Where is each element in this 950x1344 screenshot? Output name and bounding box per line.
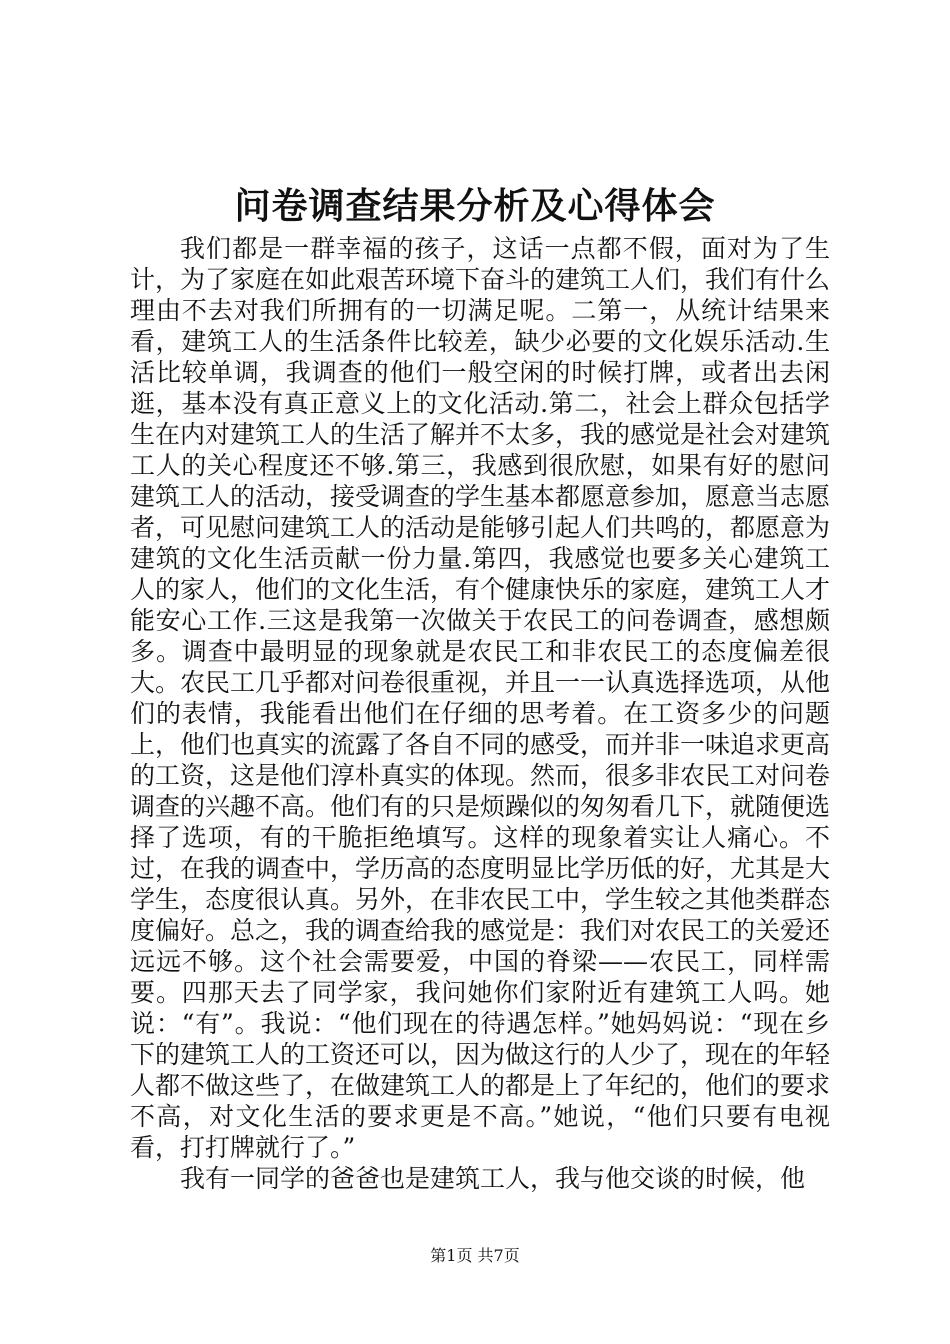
document-body (130, 233, 830, 1194)
paragraph-1: 我们都是一群幸福的孩子，这话一点都不假，面对为了生计，为了家庭在如此艰苦环境下奋斗的建筑工人们，我们有什么理由不去对我们所拥有的一切满足呢。二第一，从统计结果来看，建筑工人的生活条件比较差，缺少必要的文化娱乐活动.生活比较单调，我调查的他们一般空闲的时候打牌，或者出去闲逛，基本没有真正意义上的文化活动.第二，社会上群众包括学生在内对建筑工人的生活了解并不太多，我的感觉是社会对建筑工人的关心程度还不够.第三，我感到很欣慰，如果有好的慰问建筑工人的活动，接受调查的学生基本都愿意参加，愿意当志愿者，可见慰问建筑工人的活动是能够引起人们共鸣的，都愿意为建筑的文化生活贡献一份力量.第四，我感觉也要多关心建筑工人的家人，他们的文化生活，有个健康快乐的家庭，建筑工人才能安心工作.三这是我第一次做关于农民工的问卷调查，感想颇多。调查中最明显的现象就是农民工和非农民工的态度偏差很大。农民工几乎都对问卷很重视，并且一一认真选择选项，从他们的表情，我能看出他们在仔细的思考着。在工资多少的问题上，他们也真实的流露了各自不同的感受，而并非一味追求更高的工资，这是他们淳朴真实的体现。然而，很多非农民工对问卷调查的兴趣不高。他们有的只是烦躁似的匆匆看几下，就随便选择了选项，有的干脆拒绝填写。这样的现象着实让人痛心。不过，在我的调查中，学历高的态度明显比学历低的好，尤其是大学生，态度很认真。另外，在非农民工中，学生较之其他类群态度偏好。总之，我的调查给我的感觉是：我们对农民工的关爱还远远不够。这个社会需要爱，中国的脊梁——农民工，同样需要。四那天去了同学家，我问她你们家附近有建筑工人吗。她说：“有”。我说：“他们现在的待遇怎样。”她妈妈说：“现在乡下的建筑工人的工资还可以，因为做这行的人少了，现在的年轻人都不做这些了，在做建筑工人的都是上了年纪的，他们的要求不高，对文化生活的要求更是不高。”她说，“他们只要有电视看，打打牌就行了。” (130, 234, 831, 1162)
document-title: 问卷调查结果分析及心得体会 (234, 186, 716, 227)
paragraph-2: 我有一同学的爸爸也是建筑工人，我与他交谈的时候，他 (180, 1164, 806, 1193)
page-number-footer: 第1页 共7页 (430, 1246, 520, 1265)
